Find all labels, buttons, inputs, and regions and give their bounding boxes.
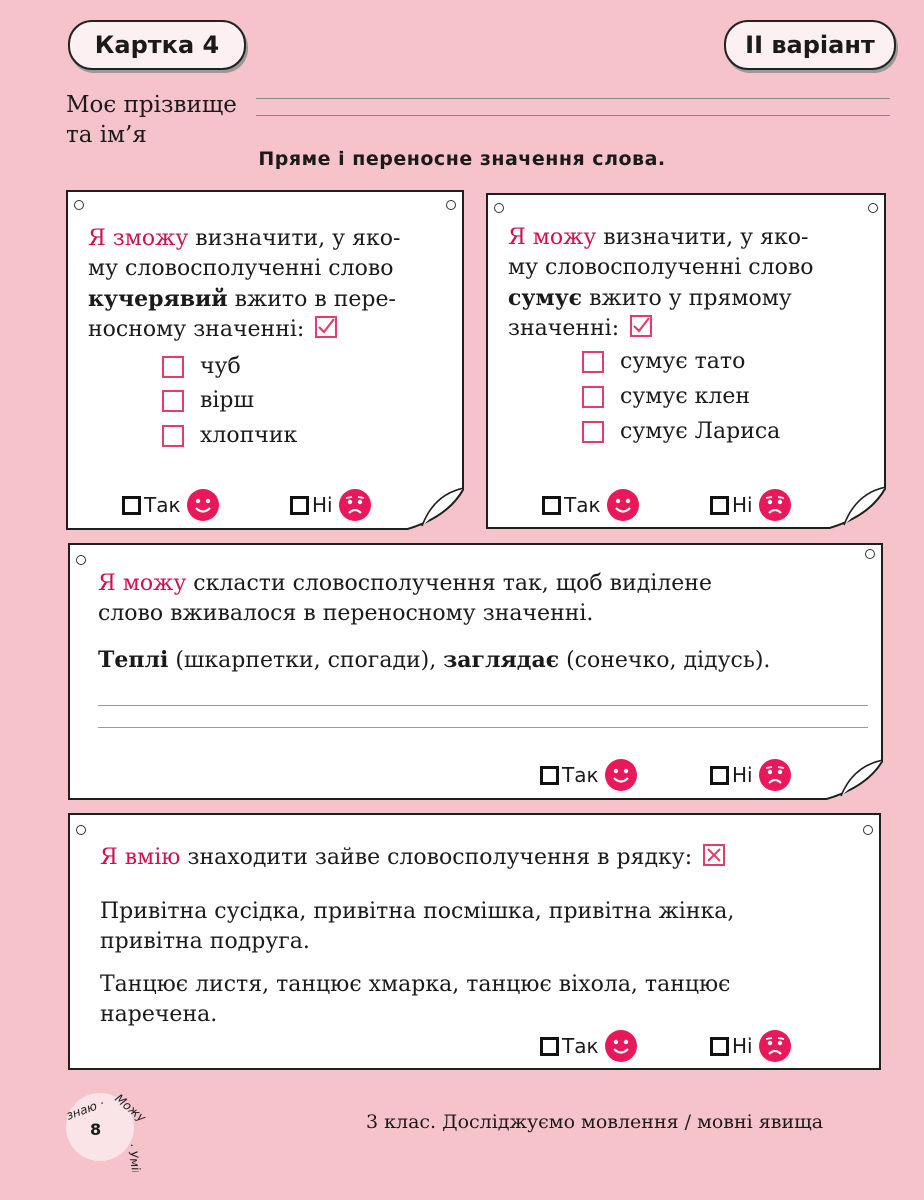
option-checkbox[interactable] xyxy=(162,354,241,379)
skill-prefix: Я можу xyxy=(508,225,597,250)
name-input-line-bottom[interactable] xyxy=(256,115,890,116)
yes-label: Так xyxy=(562,763,599,787)
key-word: кучерявий xyxy=(88,286,228,312)
option-label: сумує тато xyxy=(620,349,746,374)
task-card-1 xyxy=(66,190,464,530)
option-checkbox[interactable] xyxy=(582,419,780,444)
answer-line[interactable] xyxy=(98,705,868,706)
svg-text:· Умію: · Умію xyxy=(124,1142,145,1172)
pin-hole xyxy=(76,555,86,565)
self-check-no[interactable] xyxy=(710,1030,791,1062)
no-label: Ні xyxy=(312,493,333,517)
self-check-yes[interactable] xyxy=(122,489,219,521)
self-check-no[interactable] xyxy=(710,489,791,521)
key-word: Теплі xyxy=(98,647,169,673)
task-2-text xyxy=(508,223,878,344)
svg-text:Можу: Можу xyxy=(112,1091,149,1125)
task-text-line: носному значенні: xyxy=(88,317,305,342)
no-label: Ні xyxy=(732,1034,753,1058)
task-text-line: визначити, у яко- xyxy=(596,225,809,250)
yes-checkbox[interactable] xyxy=(540,766,559,785)
self-check-yes[interactable] xyxy=(540,1030,637,1062)
task-text-line: значенні: xyxy=(508,316,620,341)
task-text-line: вжито у прямому xyxy=(582,286,792,311)
phrase-row-line: Привітна сусідка, привітна посмішка, привітна жінка, xyxy=(100,899,735,924)
skill-prefix: Я можу xyxy=(98,571,187,596)
page-number: 8 xyxy=(90,1120,102,1139)
task-card-3 xyxy=(68,543,883,800)
happy-face-icon xyxy=(605,759,637,791)
no-checkbox[interactable] xyxy=(290,496,309,515)
pin-hole xyxy=(863,825,873,835)
self-check-no[interactable] xyxy=(290,489,371,521)
name-field-label xyxy=(66,90,237,150)
task-3-text xyxy=(98,569,868,629)
happy-face-icon xyxy=(605,1030,637,1062)
happy-face-icon xyxy=(187,489,219,521)
page-curl xyxy=(826,473,886,529)
pin-hole xyxy=(76,825,86,835)
task-1-text xyxy=(88,224,458,345)
page-curl xyxy=(404,474,464,530)
phrase-row-line: привітна подруга. xyxy=(100,929,310,954)
page-curl xyxy=(823,750,883,800)
task-card-4 xyxy=(68,813,881,1070)
option-label: сумує Лариса xyxy=(620,419,781,444)
key-word: сумує xyxy=(508,285,583,311)
name-input-line-top[interactable] xyxy=(256,98,890,99)
option-checkbox[interactable] xyxy=(582,349,745,374)
topic-title: Пряме і переносне значення слова. xyxy=(258,148,666,170)
pin-hole xyxy=(494,203,504,213)
task-text-line: визначити, у яко- xyxy=(188,226,401,251)
no-checkbox[interactable] xyxy=(710,1037,729,1056)
skill-prefix: Я зможу xyxy=(88,226,189,251)
checkbox-square[interactable] xyxy=(162,425,184,447)
task-text-line: знаходити зайве словосполучення в рядку: xyxy=(180,845,693,870)
phrase-row-line: Танцює листя, танцює хмарка, танцює віхола, танцює xyxy=(100,972,731,997)
no-label: Ні xyxy=(732,763,753,787)
variant-label: ІІ варіант xyxy=(724,20,896,70)
task-text-line: вжито в пере- xyxy=(227,287,396,312)
footer-subtitle: 3 клас. Досліджуємо мовлення / мовні явища xyxy=(366,1111,824,1133)
sad-face-icon xyxy=(759,759,791,791)
no-checkbox[interactable] xyxy=(710,766,729,785)
task-text-line: му словосполученні слово xyxy=(88,256,394,281)
option-checkbox[interactable] xyxy=(162,423,297,448)
pin-hole xyxy=(868,203,878,213)
svg-text:знаю ·: знаю · xyxy=(64,1096,107,1123)
task-4-row-1[interactable] xyxy=(100,897,860,957)
no-label: Ні xyxy=(732,493,753,517)
no-checkbox[interactable] xyxy=(710,496,729,515)
checkbox-square[interactable] xyxy=(582,351,604,373)
task-text-line: му словосполученні слово xyxy=(508,255,814,280)
phrase-row-line: наречена. xyxy=(100,1002,218,1027)
option-label: вірш xyxy=(200,388,254,413)
self-check-no[interactable] xyxy=(710,759,791,791)
option-label: хлопчик xyxy=(200,423,298,448)
exercise-text: (шкарпетки, спогади), xyxy=(168,648,444,673)
yes-label: Так xyxy=(562,1034,599,1058)
checkmark-icon xyxy=(315,316,337,338)
pin-hole xyxy=(74,200,84,210)
yes-label: Так xyxy=(144,493,181,517)
yes-checkbox[interactable] xyxy=(540,1037,559,1056)
skill-prefix: Я вмію xyxy=(100,845,181,870)
pin-hole xyxy=(865,549,875,559)
task-4-text xyxy=(100,843,860,873)
sad-face-icon xyxy=(759,1030,791,1062)
checkbox-square[interactable] xyxy=(162,356,184,378)
pin-hole xyxy=(446,200,456,210)
task-card-2 xyxy=(486,193,886,529)
option-label: сумує клен xyxy=(620,384,751,409)
yes-label: Так xyxy=(564,493,601,517)
card-number-label: Картка 4 xyxy=(68,20,246,70)
task-4-row-2[interactable] xyxy=(100,970,860,1030)
happy-face-icon xyxy=(607,489,639,521)
task-text-line: слово вживалося в переносному значенні. xyxy=(98,601,594,626)
option-label: чуб xyxy=(200,354,241,379)
exercise-text: (сонечко, дідусь). xyxy=(559,648,771,673)
checkbox-square[interactable] xyxy=(162,390,184,412)
yes-checkbox[interactable] xyxy=(542,496,561,515)
option-checkbox[interactable] xyxy=(162,388,254,413)
key-word: заглядає xyxy=(443,647,560,673)
answer-line[interactable] xyxy=(98,727,868,728)
task-text-line: скласти словосполучення так, щоб виділене xyxy=(186,571,712,596)
sad-face-icon xyxy=(339,489,371,521)
self-check-yes[interactable] xyxy=(540,759,637,791)
publisher-logo xyxy=(58,1082,154,1172)
name-label-line1: Моє прізвище xyxy=(66,92,237,118)
checkmark-icon xyxy=(630,315,652,337)
self-check-yes[interactable] xyxy=(542,489,639,521)
cross-mark-icon xyxy=(703,844,725,866)
checkbox-square[interactable] xyxy=(582,421,604,443)
name-label-line2: та ім’я xyxy=(66,122,147,148)
sad-face-icon xyxy=(759,489,791,521)
yes-checkbox[interactable] xyxy=(122,496,141,515)
task-3-exercise xyxy=(98,645,868,676)
option-checkbox[interactable] xyxy=(582,384,750,409)
checkbox-square[interactable] xyxy=(582,386,604,408)
logo-ring-icon xyxy=(58,1082,154,1172)
